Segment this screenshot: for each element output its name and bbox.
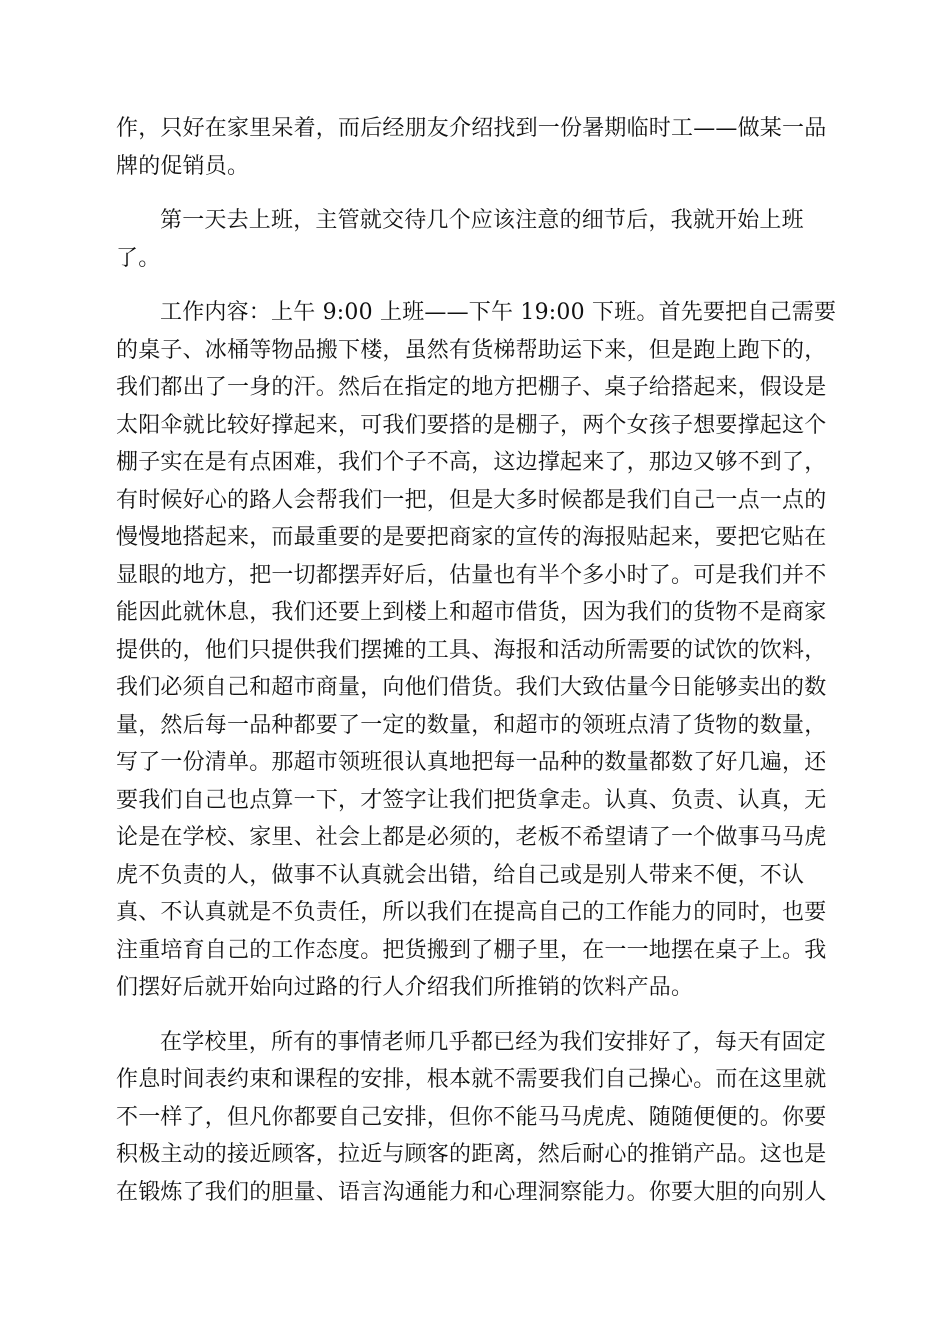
text-line: 棚子实在是有点困难，我们个子不高，这边撑起来了，那边又够不到了， xyxy=(116,450,827,475)
text-line: 提供的，他们只提供我们摆摊的工具、海报和活动所需要的试饮的饮料， xyxy=(116,637,827,663)
text-line: 量，然后每一品种都要了一定的数量，和超市的领班点清了货物的数量， xyxy=(116,712,827,738)
text-line: 有时候好心的路人会帮我们一把，但是大多时候都是我们自己一点一点的 xyxy=(116,487,827,513)
text-line: 要我们自己也点算一下，才签字让我们把货拿走。认真、负责、认真，无 xyxy=(116,787,827,813)
text-line: 不一样了，但凡你都要自己安排，但你不能马马虎虎、随随便便的。你要 xyxy=(116,1104,827,1130)
text-line: 虎不负责的人，做事不认真就会出错，给自己或是别人带来不便，不认 xyxy=(116,862,805,888)
paragraph xyxy=(116,1024,834,1212)
text-line: 能因此就休息，我们还要上到楼上和超市借货，因为我们的货物不是商家 xyxy=(116,600,827,625)
text-line: 牌的促销员。 xyxy=(116,153,250,179)
text-line: 慢慢地搭起来，而最重要的是要把商家的宣传的海报贴起来，要把它贴在 xyxy=(116,525,827,550)
text-line: 作，只好在家里呆着，而后经朋友介绍找到一份暑期临时工——做某一品 xyxy=(116,116,827,141)
text-line: 在锻炼了我们的胆量、语言沟通能力和心理洞察能力。你要大胆的向别人 xyxy=(116,1179,827,1205)
paragraph xyxy=(116,294,837,1007)
text-line: 论是在学校、家里、社会上都是必须的，老板不希望请了一个做事马马虎 xyxy=(116,825,827,850)
text-line: 我们都出了一身的汗。然后在指定的地方把棚子、桌子给搭起来，假设是 xyxy=(116,375,827,400)
document-body xyxy=(116,110,837,1211)
text-line: 第一天去上班，主管就交待几个应该注意的细节后，我就开始上班 xyxy=(160,208,804,233)
text-line: 们摆好后就开始向过路的行人介绍我们所推销的饮料产品。 xyxy=(116,975,694,1000)
paragraph xyxy=(116,110,834,185)
text-line: 工作内容：上午 9:00 上班——下午 19:00 下班。首先要把自己需要 xyxy=(160,300,837,325)
text-line: 在学校里，所有的事情老师几乎都已经为我们安排好了，每天有固定 xyxy=(160,1029,827,1055)
text-line: 写了一份清单。那超市领班很认真地把每一品种的数量都数了好几遍，还 xyxy=(116,750,827,775)
text-line: 太阳伞就比较好撑起来，可我们要搭的是棚子，两个女孩子想要撑起这个 xyxy=(116,412,827,438)
text-line: 显眼的地方，把一切都摆弄好后，估量也有半个多小时了。可是我们并不 xyxy=(116,562,827,588)
text-line: 注重培育自己的工作态度。把货搬到了棚子里，在一一地摆在桌子上。我 xyxy=(116,937,827,963)
text-line: 了。 xyxy=(116,245,161,271)
text-line: 我们必须自己和超市商量，向他们借货。我们大致估量今日能够卖出的数 xyxy=(116,675,827,700)
text-line: 的桌子、冰桶等物品搬下楼，虽然有货梯帮助运下来，但是跑上跑下的， xyxy=(116,337,827,363)
text-line: 作息时间表约束和课程的安排，根本就不需要我们自己操心。而在这里就 xyxy=(116,1067,827,1092)
text-line: 积极主动的接近顾客，拉近与顾客的距离，然后耐心的推销产品。这也是 xyxy=(116,1142,827,1167)
text-line: 真、不认真就是不负责任，所以我们在提高自己的工作能力的同时，也要 xyxy=(116,900,827,925)
paragraph xyxy=(116,202,834,277)
